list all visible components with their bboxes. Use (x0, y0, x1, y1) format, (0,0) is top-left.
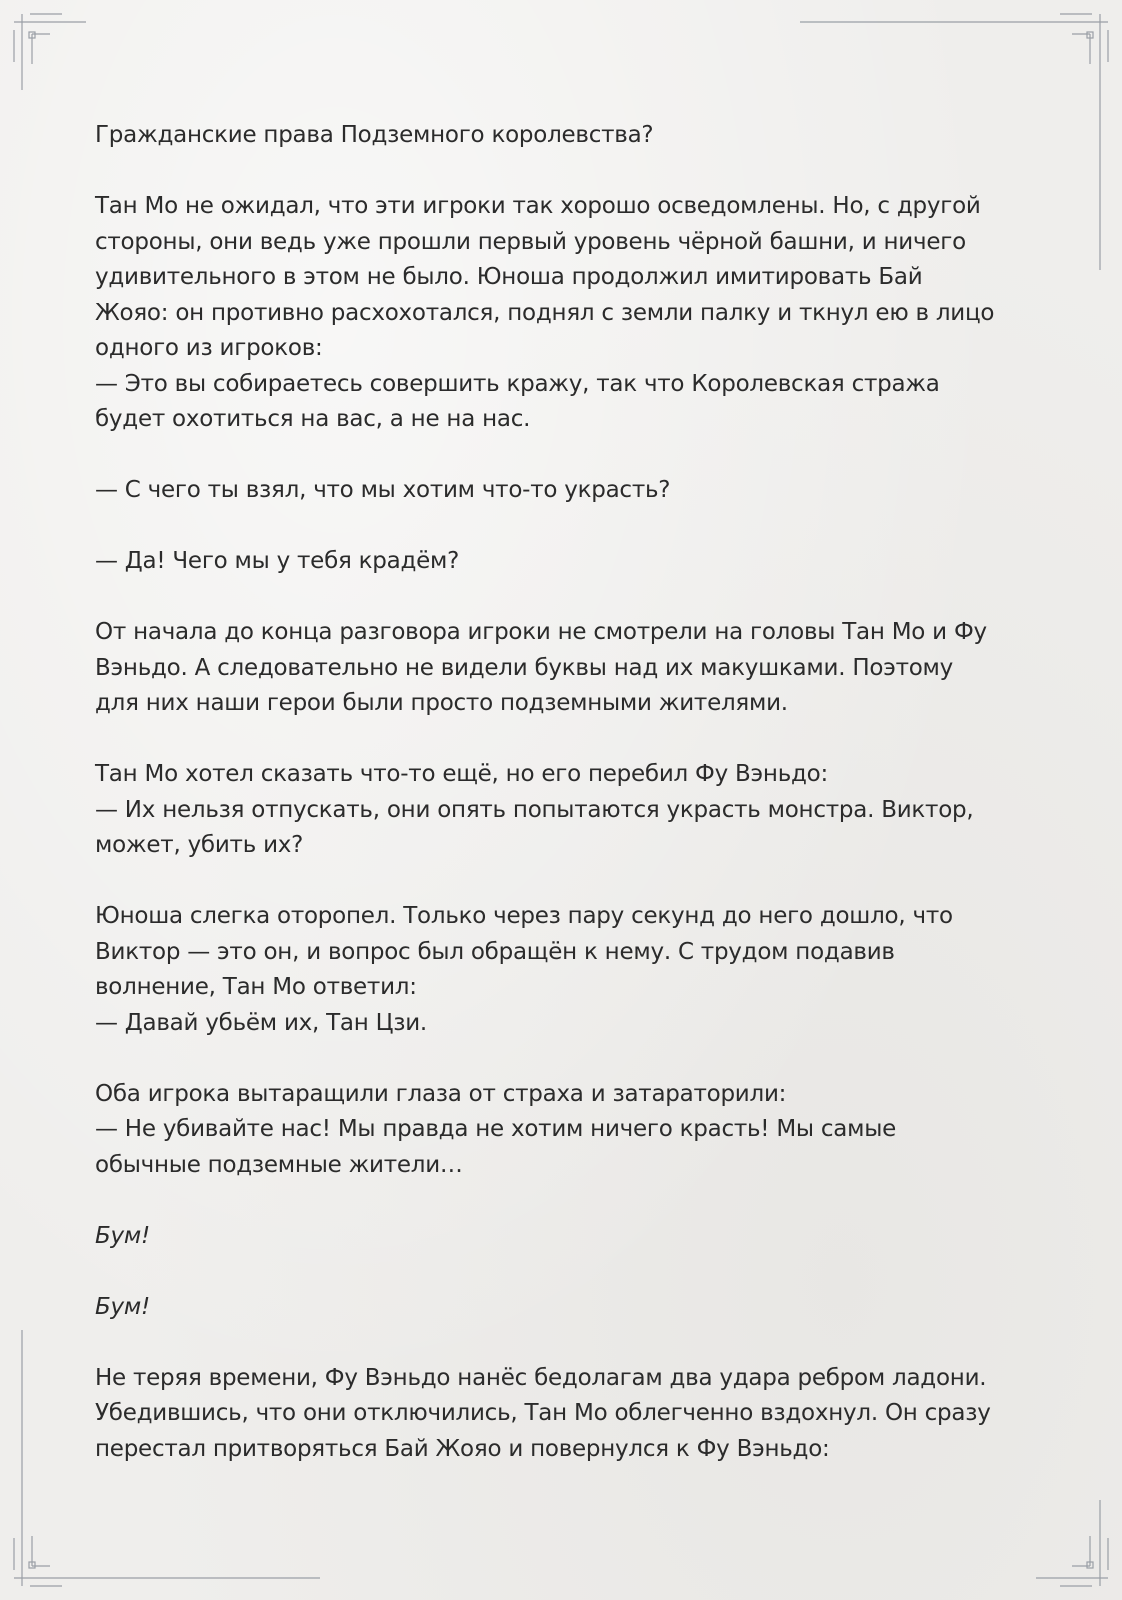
paragraph (95, 1361, 1025, 1468)
text-line: стороны, они ведь уже прошли первый уровень чёрной башни, и ничего (95, 228, 966, 255)
text-line: Жояо: он противно расхохотался, поднял с земли палку и ткнул ею в лицо (95, 299, 995, 326)
text-line: одного из игроков: (95, 335, 323, 361)
paragraph (95, 899, 1025, 1041)
text-line: Виктор — это он, и вопрос был обращён к нему. С трудом подавив (95, 938, 895, 965)
text-line: Убедившись, что они отключились, Тан Мо облегченно вздохнул. Он сразу (95, 1400, 991, 1426)
paragraph (95, 473, 1025, 509)
text-line: Оба игрока вытаращили глаза от страха и затараторили: (95, 1080, 787, 1107)
text-line: — Не убивайте нас! Мы правда не хотим ничего красть! Мы самые (95, 1116, 897, 1142)
text-line: Бум! (95, 1293, 150, 1320)
paragraph (95, 757, 1025, 864)
text-line: — Давай убьём их, Тан Цзи. (95, 1009, 427, 1036)
text-line: может, убить их? (95, 832, 304, 858)
paragraph (95, 118, 1025, 154)
text-line: Бум! (95, 1222, 150, 1249)
text-line: волнение, Тан Мо ответил: (95, 974, 417, 1000)
paragraph-sound-effect (95, 1290, 1025, 1326)
text-line: От начала до конца разговора игроки не смотрели на головы Тан Мо и Фу (95, 619, 987, 645)
paragraph-sound-effect (95, 1219, 1025, 1255)
paragraph (95, 544, 1025, 580)
paragraph (95, 189, 1025, 438)
paragraph (95, 1077, 1025, 1184)
text-line: — Это вы собираетесь совершить кражу, так что Королевская стража (95, 370, 940, 397)
text-line: — С чего ты взял, что мы хотим что-то украсть? (95, 477, 671, 503)
text-line: Гражданские права Подземного королевства? (95, 122, 654, 148)
paragraph (95, 615, 1025, 722)
text-line: перестал притворяться Бай Жояо и повернулся к Фу Вэньдо: (95, 1435, 830, 1462)
document-text (95, 118, 1025, 1503)
text-line: удивительного в этом не было. Юноша продолжил имитировать Бай (95, 264, 923, 290)
text-line: — Да! Чего мы у тебя крадём? (95, 548, 460, 574)
text-line: Тан Мо хотел сказать что-то ещё, но его перебил Фу Вэньдо: (95, 761, 828, 787)
text-line: Юноша слегка оторопел. Только через пару секунд до него дошло, что (95, 903, 953, 929)
text-line: Не теряя времени, Фу Вэньдо нанёс бедолагам два удара ребром ладони. (95, 1364, 987, 1391)
frame-corner-top-left (14, 14, 86, 90)
frame-corner-bottom-right (1036, 1500, 1108, 1586)
text-line: для них наши герои были просто подземными жителями. (95, 690, 788, 716)
text-line: будет охотиться на вас, а не на нас. (95, 406, 531, 432)
text-line: — Их нельзя отпускать, они опять попытаются украсть монстра. Виктор, (95, 796, 974, 823)
text-line: Тан Мо не ожидал, что эти игроки так хорошо осведомлены. Но, с другой (95, 193, 981, 219)
text-line: обычные подземные жители… (95, 1151, 463, 1178)
text-line: Вэньдо. А следовательно не видели буквы над их макушками. Поэтому (95, 654, 953, 681)
